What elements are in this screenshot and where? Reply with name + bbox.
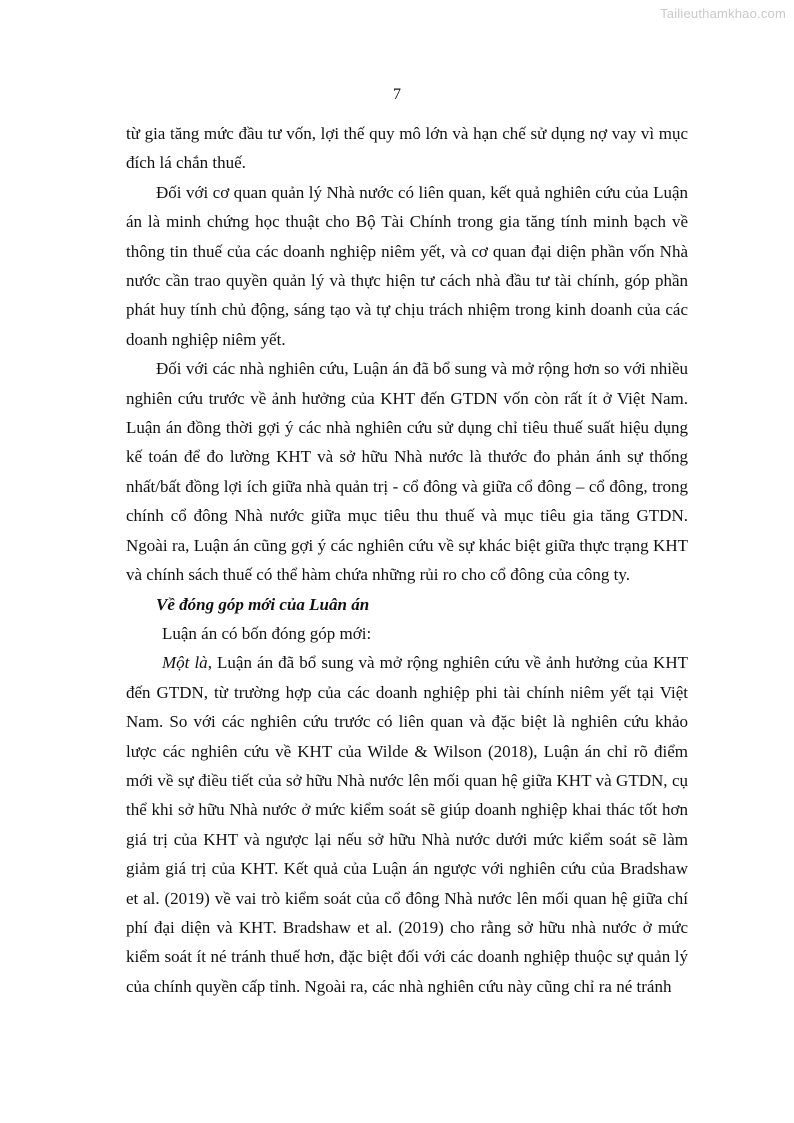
watermark: Tailieuthamkhao.com [660, 6, 786, 21]
document-body [126, 119, 688, 1001]
paragraph-first-contribution [126, 648, 688, 1001]
paragraph-researchers: Đối với các nhà nghiên cứu, Luận án đã bổ sung và mở rộng hơn so với nhiều nghiên cứu trước về ảnh hưởng của KHT đến GTDN vốn còn rất ít ở Việt Nam. Luận án đồng thời gợi ý các nhà nghiên cứu sử dụng chỉ tiêu thuế suất hiệu dụng kế toán để đo lường KHT và sở hữu Nhà nước là thước đo phản ánh sự thống nhất/bất đồng lợi ích giữa nhà quản trị - cổ đông và giữa cổ đông – cổ đông, trong chính cổ đông Nhà nước giữa mục tiêu thu thuế và mục tiêu gia tăng GTDN. Ngoài ra, Luận án cũng gợi ý các nghiên cứu về sự khác biệt giữa thực trạng KHT và chính sách thuế có thể hàm chứa những rủi ro cho cổ đông của công ty. [126, 359, 688, 585]
section-heading: Về đóng góp mới của Luân án [156, 594, 370, 614]
first-contribution-lead: Một là [162, 653, 208, 673]
first-contribution-text: , Luận án đã bổ sung và mở rộng nghiên cứu về ảnh hưởng của KHT đến GTDN, từ trường hợp của các doanh nghiệp phi tài chính niêm yết tại Việt Nam. So với các nghiên cứu trước có liên quan và đặc biệt là nghiên cứu khảo lược các nghiên cứu về KHT của Wilde & Wilson (2018), Luận án chỉ rõ điểm mới về sự điều tiết của sở hữu Nhà nước lên mối quan hệ giữa KHT và GTDN, cụ thể khi sở hữu Nhà nước ở mức kiểm soát sẽ giúp doanh nghiệp khai thác tốt hơn giá trị của KHT và ngược lại nếu sở hữu Nhà nước dưới mức kiểm soát sẽ làm giảm giá trị của KHT. Kết quả của Luận án ngược với nghiên cứu của Bradshaw et al. (2019) về vai trò kiểm soát của cổ đông Nhà nước lên mối quan hệ giữa chí phí đại diện và KHT. Bradshaw et al. (2019) cho rằng sở hữu nhà nước ở mức kiểm soát ít né tránh thuế hơn, đặc biệt đối với các doanh nghiệp thuộc sự quản lý của chính quyền cấp tỉnh. Ngoài ra, các nhà nghiên cứu này cũng chỉ ra né tránh [126, 653, 688, 996]
paragraph-state-agencies: Đối với cơ quan quản lý Nhà nước có liên quan, kết quả nghiên cứu của Luận án là minh chứng học thuật cho Bộ Tài Chính trong gia tăng tính minh bạch về thông tin thuế của các doanh nghiệp niêm yết, và cơ quan đại diện phần vốn Nhà nước cần trao quyền quản lý và thực hiện tư cách nhà đầu tư tài chính, góp phần phát huy tính chủ động, sáng tạo và tự chịu trách nhiệm trong kinh doanh của các doanh nghiệp niêm yết. [126, 182, 688, 349]
paragraph-contributions-intro: Luận án có bốn đóng góp mới: [162, 623, 372, 643]
paragraph-continuation: từ gia tăng mức đầu tư vốn, lợi thế quy mô lớn và hạn chế sử dụng nợ vay vì mục đích lá chắn thuế. [126, 124, 688, 173]
page-number: 7 [393, 86, 401, 103]
